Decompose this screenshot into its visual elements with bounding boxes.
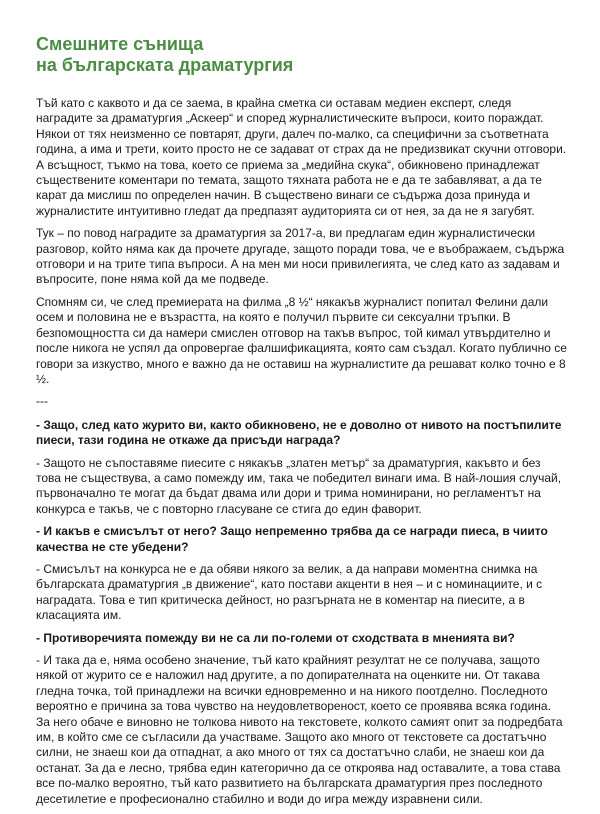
- section-separator: ---: [36, 394, 48, 409]
- article-title-line-2: на българската драматургия: [36, 55, 294, 75]
- article-title: [36, 34, 293, 76]
- body-paragraph: - Смисълът на конкурса не е да обяви някого за велик, а да направи моментна снимка на българската драматургия „в движение“, като постави акценти в нея – и с номинациите, и с наградата. Това е тип критическа дейност, но разгърната не в коментар на пиесите, а в класацията им.: [36, 561, 543, 623]
- body-paragraph: Тъй като с каквото и да се заема, в крайна сметка си оставам медиен експерт, следя наградите за драматургия „Аскеер“ и според журналистическите въпроси, които пораждат. Някои от тях неизменно се повтарят, други, далеч по-малко, са специфични за съответната година, а има и трети, които просто не се задават от страх да не предизвикат скучни отговори. А всъщност, тъкмо на това, което се приема за „медийна скука“, обикновено принадлежат съществените коментари по темата, защото тяхната работа не е да те забавляват, а да те карат да мислиш по определен начин. В съществено винаги се съдържа доза принуда и журналистите интуитивно гледат да предпазят аудиторията си от нея, за да не я загубят.: [36, 96, 567, 218]
- interview-question: - Противоречията помежду ви не са ли по-големи от сходствата в мненията ви?: [36, 630, 515, 645]
- interview-question: - Защо, след като журито ви, както обикновено, не е доволно от нивото на постъпилите пиеси, тази година не откаже да присъди награда?: [36, 417, 562, 448]
- body-paragraph: - И така да е, няма особено значение, тъй като крайният резултат не се получава, защото някой от журито се е наложил над другите, а по допирателната на оценките ни. От такава гледна точка, той принадлежи на всички едновременно и на никого поотделно. Последното вероятно е причина за това чувство на неудовлетвореност, което се проявява всяка година. За него обаче е виновно не толкова нивото на текстовете, колкото самият опит за подредбата им, в който сме се съгласили да участваме. Защото ако много от текстовете са достатъчно силни, не знаеш кои да отпаднат, а ако много от тях са достатъчно слаби, не знаеш кои да останат. За да е лесно, трябва един категорично да се откроява над оставалите, а това става все по-малко вероятно, тъй като развитието на българската драматургия през последното десетилетие е професионално стабилно и води до игра между изравнени сили.: [36, 653, 563, 806]
- interview-question: - И какъв е смисълът от него? Защо непременно трябва да се награди пиеса, в чиито качества не сте убедени?: [36, 524, 548, 554]
- article-title-line-1: Смешните сънища: [36, 34, 204, 54]
- body-paragraph: - Защото не съпоставяме пиесите с някакъв „златен метър“ за драматургия, какъвто и без това не съществува, а само помежду им, така че победител винаги има. В най-лошия случай, първоначално те могат да бъдат двама или дори и трима номинирани, но регламентът на конкурса е такъв, че с повторно гласуване се стига до един фаворит.: [36, 455, 562, 516]
- body-paragraph: Спомням си, че след премиерата на филма „8 ½“ някакъв журналист попитал Фелини дали осем и половина не е възрастта, на която е получил първите си сексуални тръпки. В безпомощността си да намери смислен отговор на такъв въпрос, той кимал утвърдително и после никога не успял да опровергае фалшификацията, която сам създал. Когато публично се говори за изкуство, много е важно да не оставиш на журналистите да решават колко точно е 8 ½.: [36, 294, 567, 386]
- article-body: [36, 96, 568, 814]
- body-paragraph: Тук – по повод наградите за драматургия за 2017-а, ви предлагам един журналистически разговор, който няма как да прочете другаде, защото поради това, че е въображаем, съдържа отговори и на трите типа въпроси. А на мен ми носи привилегията, че след като аз задавам и въпросите, поне няма кой да ме подведе.: [36, 226, 565, 287]
